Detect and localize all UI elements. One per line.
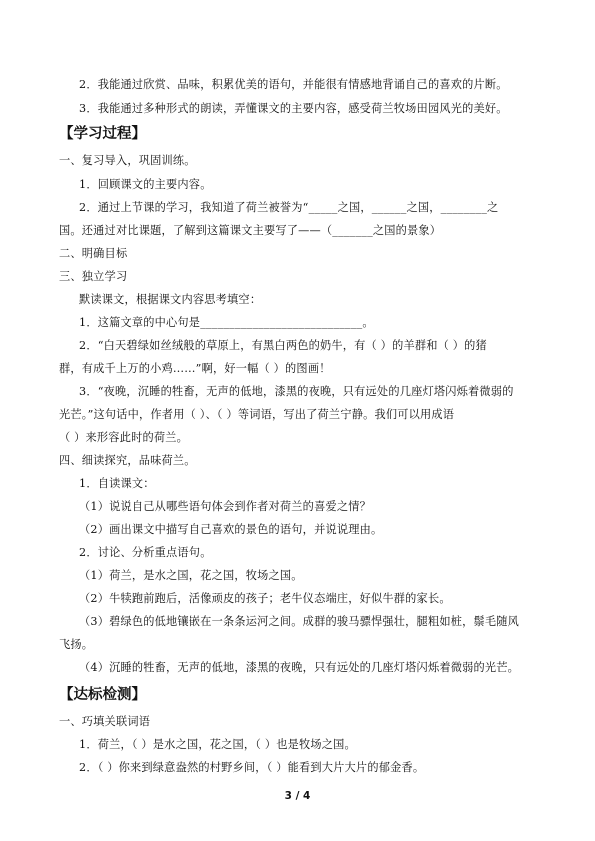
step-4-item-2-c-cont: 飞扬。: [59, 638, 94, 651]
assessment-part-1-heading: 一、巧填关联词语: [59, 715, 151, 728]
step-4-item-1-b: （2）画出课文中描写自己喜欢的景色的语句，并说说理由。: [79, 523, 383, 536]
assessment-q2: 2．（ ）你来到绿意盎然的村野乡间，（ ）能看到大片大片的郁金香。: [79, 761, 425, 774]
step-1-item-2: 2．通过上节课的学习，我知道了荷兰被誉为“_____之国，______之国，________之: [79, 201, 499, 214]
section-heading-assessment: 【达标检测】: [59, 687, 146, 703]
step-3-q2-cont: 群，有成千上万的小鸡……”啊，好一幅（ ）的图画！: [59, 362, 331, 375]
step-4-item-2: 2．讨论、分析重点语句。: [79, 546, 212, 559]
step-4-item-2-c: （3）碧绿色的低地镶嵌在一条条运河之间。成群的骏马骠悍强壮，腿粗如桩，鬃毛随风: [79, 615, 520, 628]
step-1-item-1: 1．回顾课文的主要内容。: [79, 178, 212, 191]
step-4-item-2-d: （4）沉睡的牲畜，无声的低地，漆黑的夜晚，只有远处的几座灯塔闪烁着微弱的光芒。: [79, 661, 520, 674]
step-4-item-1: 1．自读课文：: [79, 477, 155, 490]
goal-3: 3．我能通过多种形式的朗读，弄懂课文的主要内容，感受荷兰牧场田园风光的美好。: [79, 102, 508, 115]
step-3-q3-cont-2: （ ）来形容此时的荷兰。: [59, 431, 189, 444]
step-2-heading: 二、明确目标: [59, 247, 128, 260]
step-1-item-2-cont: 国。还通过对比课题，了解到这篇课文主要写了——（_______之国的景象）: [59, 224, 442, 237]
step-3-q3-cont: 光芒。”这句话中，作者用（ ）、（ ）等词语，写出了荷兰宁静。我们可以用成语: [59, 408, 455, 421]
step-4-heading: 四、细读探究，品味荷兰。: [59, 454, 196, 467]
step-4-item-2-b: （2）牛犊跑前跑后，活像顽皮的孩子；老牛仪态端庄，好似牛群的家长。: [79, 592, 451, 605]
step-3-heading: 三、独立学习: [59, 270, 128, 283]
page-number: 3 / 4: [284, 790, 311, 802]
step-4-item-2-a: （1）荷兰，是水之国，花之国，牧场之国。: [79, 569, 303, 582]
goal-2: 2．我能通过欣赏、品味，积累优美的语句，并能很有情感地背诵自己的喜欢的片断。: [79, 78, 508, 91]
step-1-heading: 一、复习导入，巩固训练。: [59, 154, 196, 167]
step-3-intro: 默读课文，根据课文内容思考填空：: [79, 293, 262, 306]
step-4-item-1-a: （1）说说自己从哪些语句体会到作者对荷兰的喜爱之情？: [79, 500, 372, 513]
step-3-q1: 1．这篇文章的中心句是____________________________。: [79, 316, 374, 329]
assessment-q1: 1．荷兰，（ ）是水之国，花之国，（ ）也是牧场之国。: [79, 738, 356, 751]
section-heading-learning-process: 【学习过程】: [59, 126, 146, 142]
step-3-q2: 2．“白天碧绿如丝绒般的草原上，有黑白两色的奶牛，有（ ）的羊群和（ ）的猪: [79, 339, 487, 352]
step-3-q3: 3．“夜晚，沉睡的牲畜，无声的低地，漆黑的夜晚，只有远处的几座灯塔闪烁着微弱的: [79, 385, 514, 398]
